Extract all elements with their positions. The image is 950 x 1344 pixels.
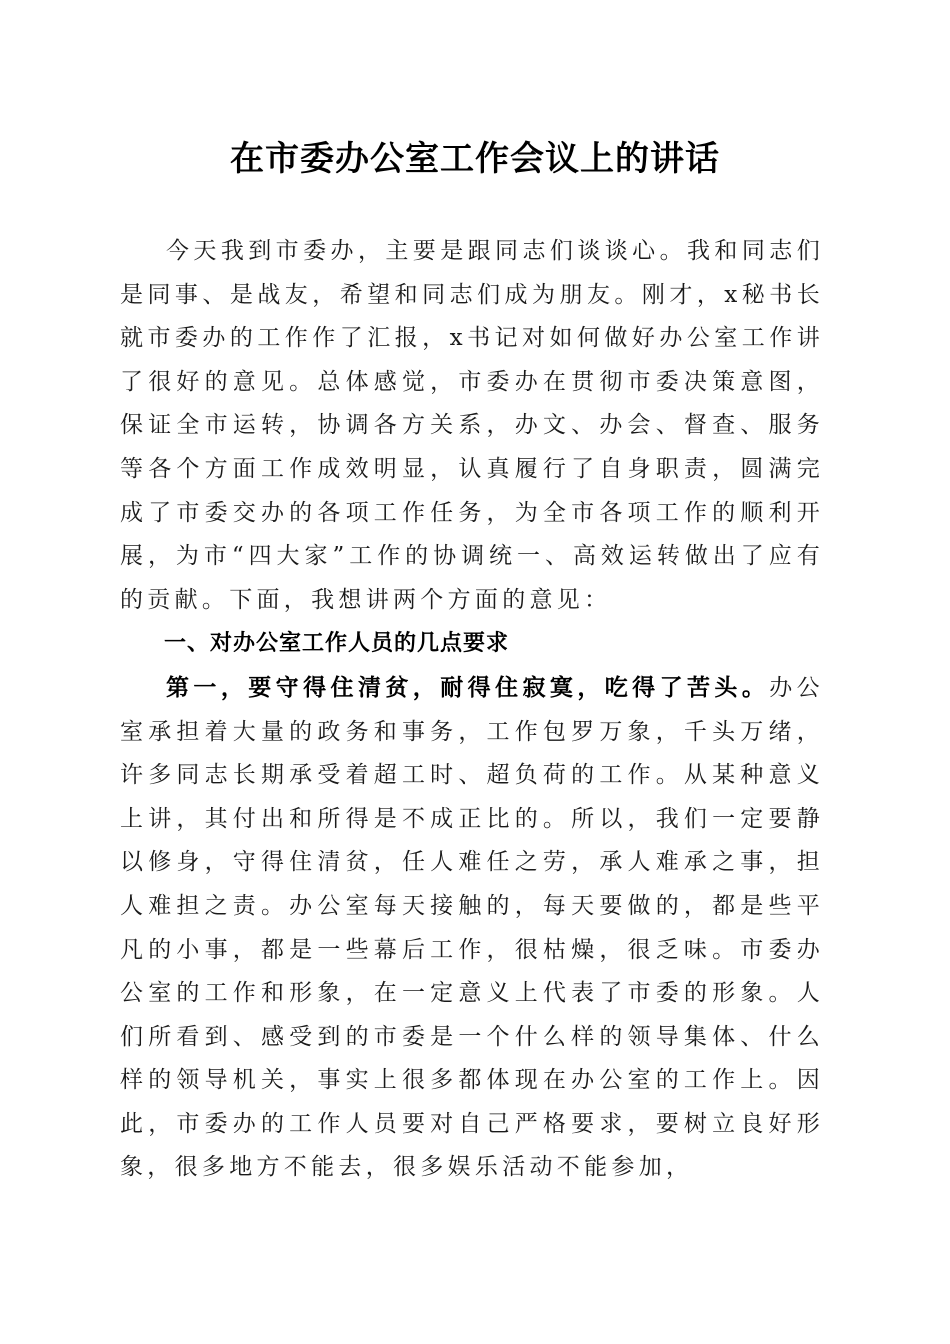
intro-paragraph: 今天我到市委办，主要是跟同志们谈谈心。我和同志们是同事、是战友，希望和同志们成为朋友。刚才，x秘书长就市委办的工作作了汇报，x书记对如何做好办公室工作讲了很好的意见。总体感觉，市委办在贯彻市委决策意图，保证全市运转，协调各方关系，办文、办会、督查、服务等各个方面工作成效明显，认真履行了自身职责，圆满完成了市委交办的各项工作任务，为全市各项工作的顺利开展，为市“四大家”工作的协调统一、高效运转做出了应有的贡献。下面，我想讲两个方面的意见： [120,238,824,613]
point-one-lead: 第一，要守得住清贫，耐得住寂寞，吃得了苦头。 [166,673,770,701]
section-heading: 一、对办公室工作人员的几点要求 [164,631,510,657]
document-title: 在市委办公室工作会议上的讲话 [230,139,720,179]
point-one-body: 办公室承担着大量的政务和事务，工作包罗万象，千头万绪，许多同志长期承受着超工时、超负荷的工作。从某种意义上讲，其付出和所得是不成正比的。所以，我们一定要静以修身，守得住清贫，任人难任之劳，承人难承之事，担人难担之责。办公室每天接触的，每天要做的，都是些平凡的小事，都是一些幕后工作，很枯燥，很乏味。市委办公室的工作和形象，在一定意义上代表了市委的形象。人们所看到、感受到的市委是一个什么样的领导集体、什么样的领导机关，事实上很多都体现在办公室的工作上。因此，市委办的工作人员要对自己严格要求，要树立良好形象，很多地方不能去，很多娱乐活动不能参加， [120,674,824,1181]
point-one-paragraph [120,666,824,1190]
document-body [120,230,824,1190]
